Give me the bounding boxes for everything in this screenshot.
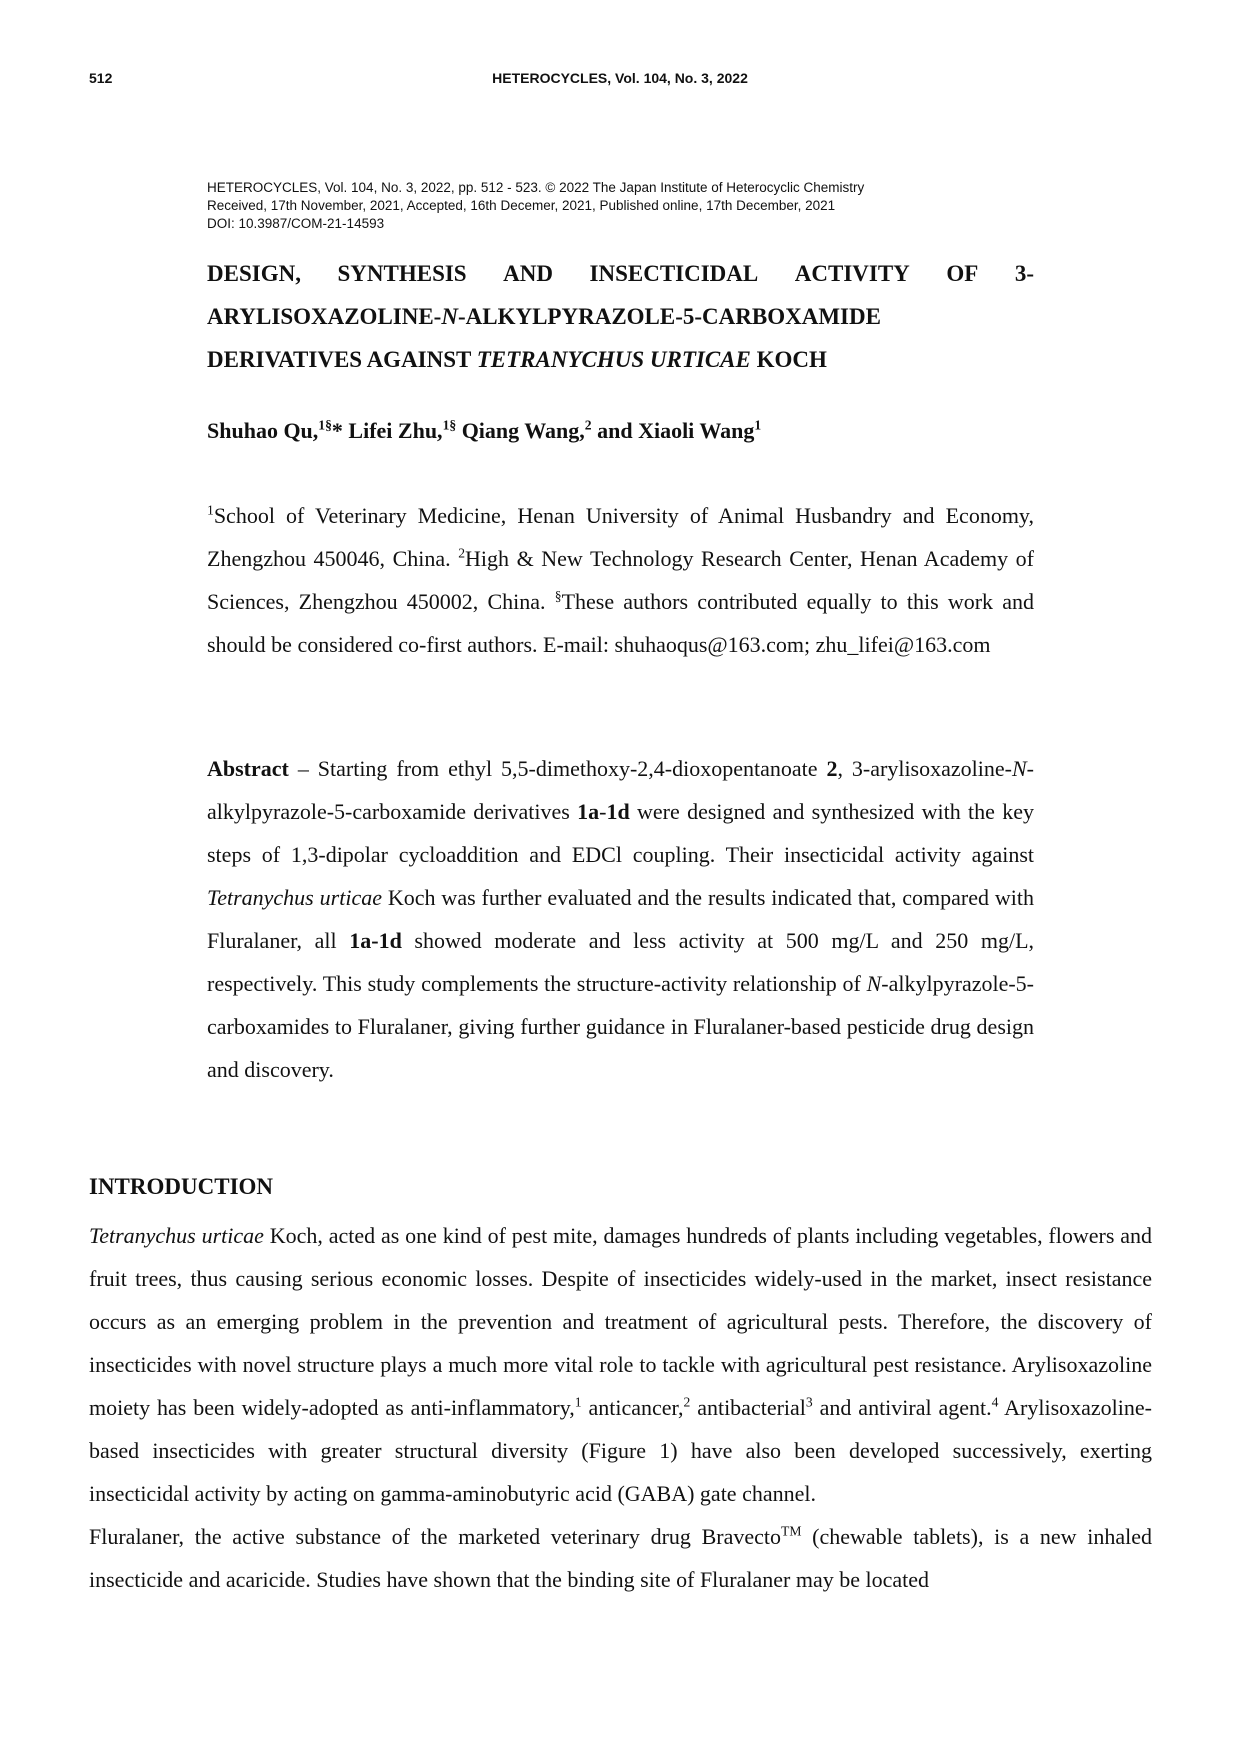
title-word: INSECTICIDAL — [589, 261, 759, 286]
title-text: KOCH — [750, 347, 827, 372]
publication-info — [207, 179, 864, 233]
author-affiliation-mark: 1§ — [318, 417, 332, 433]
paragraph-text: Fluralaner, the active substance of the marketed veterinary drug Bravecto — [89, 1524, 782, 1549]
author-name: Lifei Zhu, — [348, 418, 443, 443]
reference-mark: 4 — [991, 1394, 999, 1410]
article-title — [207, 252, 1034, 381]
title-italic: N — [441, 304, 458, 329]
abstract-text: , 3-arylisoxazoline- — [837, 756, 1012, 781]
paragraph-text: Koch, acted as one kind of pest mite, damages hundreds of plants including vegetables, flowers and fruit trees, thus causing serious economic losses. Despite of insecticides widely-used in the market, insect resistance occurs as an emerging problem in the prevention and treatment of agricultural pests. Therefore, the discovery of insecticides with novel structure plays a much more vital role to tackle with agricultural pest resistance. Arylisoxazoline moiety has been widely-adopted as anti-inflammatory, — [89, 1223, 1152, 1420]
title-word: 3- — [1014, 261, 1034, 286]
abstract-italic: N — [866, 971, 882, 996]
compound-label: 2 — [826, 756, 838, 781]
author — [207, 418, 348, 443]
title-word: SYNTHESIS — [337, 261, 467, 286]
abstract-text: Koch was further evaluated and the results indicated that, compared with Fluralaner, all — [207, 885, 1034, 953]
author — [348, 418, 461, 443]
abstract-text: -alkylpyrazole-5-carboxamides to Fluralaner, giving further guidance in Fluralaner-based pesticide drug design and discovery. — [207, 971, 1034, 1082]
reference-mark: 2 — [683, 1394, 691, 1410]
section-heading: INTRODUCTION — [89, 1174, 274, 1199]
affiliation-mark: § — [554, 588, 562, 604]
affiliation-text: High & New Technology Research Center, Henan Academy of Sciences, Zhengzhou 450002, China. — [207, 546, 1034, 614]
trademark-mark: TM — [781, 1523, 802, 1539]
abstract-text: – Starting from ethyl 5,5-dimethoxy-2,4-dioxopentanoate — [288, 756, 827, 781]
paragraph-text: anticancer, — [581, 1395, 684, 1420]
author-list — [207, 418, 761, 444]
title-line-3 — [207, 338, 1034, 381]
author-separator: * — [331, 418, 349, 443]
abstract-text: -alkylpyrazole-5-carboxamide derivatives — [207, 756, 1034, 824]
author-name: Qiang Wang, — [461, 418, 585, 443]
compound-label: 1a — [577, 799, 600, 824]
title-line-1 — [207, 252, 1034, 295]
running-head: HETEROCYCLES, Vol. 104, No. 3, 2022 — [492, 70, 748, 86]
abstract-text: - — [599, 799, 607, 824]
reference-mark: 1 — [574, 1394, 582, 1410]
compound-label: 1d — [606, 799, 630, 824]
paragraph-text: (chewable tablets), is a new inhaled insecticide and acaricide. Studies have shown that the binding site of Fluralaner may be located — [89, 1524, 1153, 1592]
paragraph-text: antibacterial — [690, 1395, 806, 1420]
title-text: -ALKYLPYRAZOLE-5-CARBOXAMIDE — [457, 304, 881, 329]
paragraph-text: and antiviral agent. — [812, 1395, 992, 1420]
doi-line: DOI: 10.3987/COM-21-14593 — [207, 216, 385, 231]
author-affiliation-mark: 1 — [754, 417, 762, 433]
title-line-2 — [207, 295, 1034, 338]
title-word: DESIGN, — [207, 261, 301, 286]
introduction-body — [89, 1214, 1152, 1601]
affiliation-text: School of Veterinary Medicine, Henan University of Animal Husbandry and Economy, Zhengzhou 450046, China. — [207, 503, 1034, 571]
abstract-text: were designed and synthesized with the key steps of 1,3-dipolar cycloaddition and EDCl coupling. Their insecticidal activity against — [207, 799, 1034, 867]
publication-citation-line: HETEROCYCLES, Vol. 104, No. 3, 2022, pp. 512 - 523. © 2022 The Japan Institute of Heterocyclic Chemistry — [207, 180, 865, 195]
affiliation-mark: 2 — [458, 545, 466, 561]
title-word: AND — [503, 261, 553, 286]
reference-mark: 3 — [805, 1394, 813, 1410]
title-word: OF — [946, 261, 979, 286]
affiliations — [207, 494, 1034, 666]
affiliation-text: These authors contributed equally to this work and should be considered co-first authors. E-mail: shuhaoqus@163.com; zhu_lifei@163.com — [207, 589, 1034, 657]
paragraph — [89, 1214, 1152, 1515]
publication-dates-line: Received, 17th November, 2021, Accepted, 16th Decemer, 2021, Published online, 17th December, 2021 — [207, 198, 836, 213]
species-name: Tetranychus urticae — [89, 1223, 264, 1248]
abstract-italic: N — [1011, 756, 1027, 781]
title-text: DERIVATIVES AGAINST — [207, 347, 477, 372]
paragraph-text: Arylisoxazoline-based insecticides with greater structural diversity (Figure 1) have also been developed successively, exerting insecticidal activity by acting on gamma-aminobutyric acid (GABA) gate channel. — [89, 1395, 1153, 1506]
title-word: ACTIVITY — [794, 261, 910, 286]
compound-label: 1a-1d — [349, 928, 402, 953]
author-name: and Xiaoli Wang — [597, 418, 755, 443]
abstract-label: Abstract — [207, 756, 289, 781]
abstract — [207, 747, 1034, 1091]
page-number: 512 — [89, 70, 113, 86]
title-text: ARYLISOXAZOLINE- — [207, 304, 442, 329]
author-name: Shuhao Qu, — [207, 418, 319, 443]
species-name: Tetranychus urticae — [207, 885, 382, 910]
author-affiliation-mark: 2 — [584, 417, 592, 433]
affiliation-mark: 1 — [207, 502, 214, 518]
abstract-text: showed moderate and less activity at 500 mg/L and 250 mg/L, respectively. This study complements the structure-activity relationship of — [207, 928, 1035, 996]
author — [597, 418, 761, 443]
author-affiliation-mark: 1§ — [442, 417, 457, 433]
author — [462, 418, 597, 443]
title-italic: TETRANYCHUS URTICAE — [476, 347, 751, 372]
paragraph — [89, 1515, 1152, 1601]
